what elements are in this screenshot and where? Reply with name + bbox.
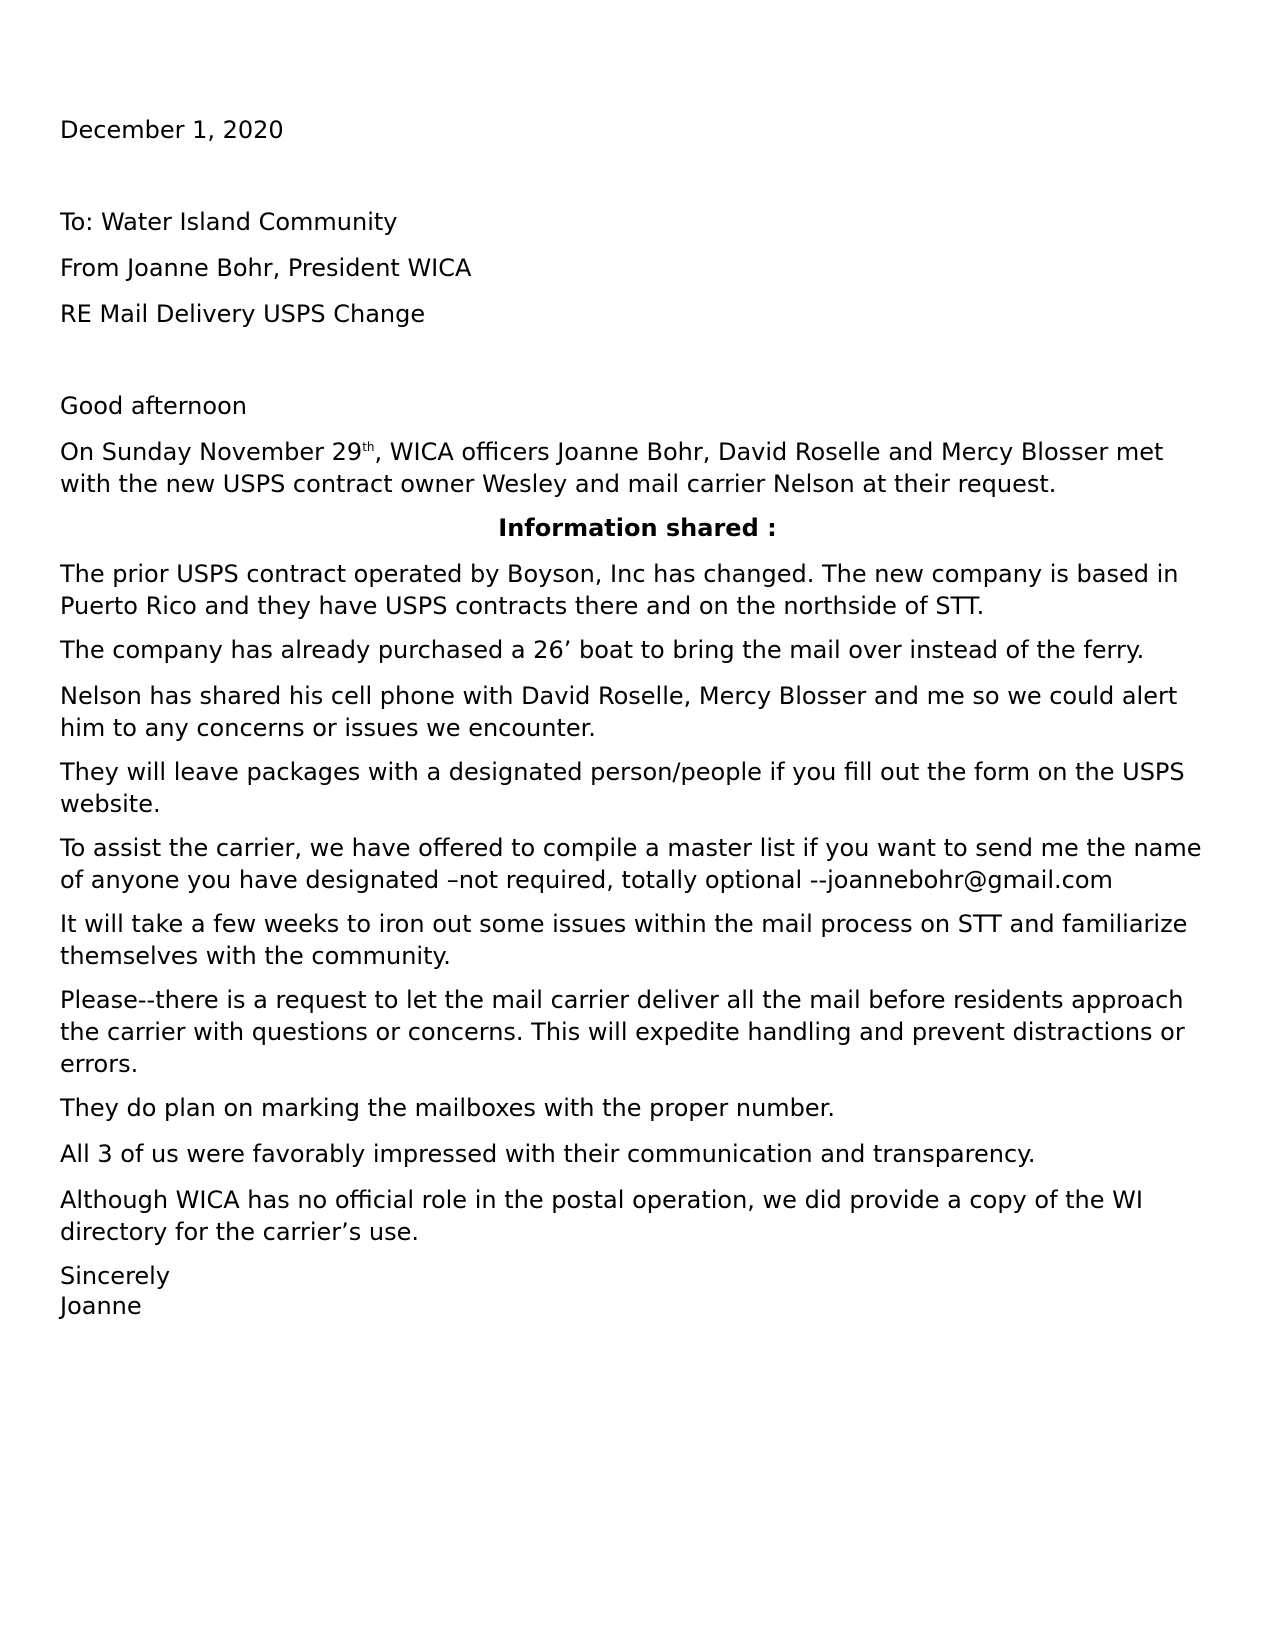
body-paragraph: It will take a few weeks to iron out some issues within the mail process on STT and familiarize themselves with the community.	[60, 910, 1188, 970]
body-paragraph: To assist the carrier, we have offered to compile a master list if you want to send me the name of anyone you have designated –not required, totally optional --joannebohr@gmail.com	[60, 834, 1202, 894]
closing: Sincerely	[60, 1262, 171, 1290]
body-paragraph: They will leave packages with a designated person/people if you fill out the form on the USPS website.	[60, 758, 1185, 818]
intro-text-start: On Sunday November 29	[60, 438, 363, 466]
intro-paragraph	[60, 436, 1220, 500]
greeting: Good afternoon	[60, 392, 247, 420]
subject-line: RE Mail Delivery USPS Change	[60, 300, 426, 328]
letter-date: December 1, 2020	[60, 116, 284, 144]
body-paragraph: Nelson has shared his cell phone with David Roselle, Mercy Blosser and me so we could alert him to any concerns or issues we encounter.	[60, 682, 1178, 742]
body-paragraph: Please--there is a request to let the mail carrier deliver all the mail before residents approach the carrier with questions or concerns. This will expedite handling and prevent distractions or errors.	[60, 986, 1185, 1078]
body-paragraph: The prior USPS contract operated by Boyson, Inc has changed. The new company is based in Puerto Rico and they have USPS contracts there and on the northside of STT.	[60, 560, 1179, 620]
from-line: From Joanne Bohr, President WICA	[60, 254, 472, 282]
to-line: To: Water Island Community	[60, 208, 398, 236]
body-paragraph: They do plan on marking the mailboxes with the proper number.	[60, 1094, 835, 1122]
signature-name: Joanne	[60, 1292, 142, 1320]
intro-ordinal-suffix: th	[362, 440, 375, 454]
body-paragraph: All 3 of us were favorably impressed with their communication and transparency.	[60, 1140, 1036, 1168]
section-heading: Information shared :	[498, 514, 777, 542]
body-paragraph: Although WICA has no official role in the postal operation, we did provide a copy of the WI directory for the carrier’s use.	[60, 1186, 1143, 1246]
body-paragraph: The company has already purchased a 26’ boat to bring the mail over instead of the ferry.	[60, 636, 1145, 664]
intro-text-end: , WICA officers Joanne Bohr, David Roselle and Mercy Blosser met with the new USPS contract owner Wesley and mail carrier Nelson at their request.	[60, 438, 1164, 498]
